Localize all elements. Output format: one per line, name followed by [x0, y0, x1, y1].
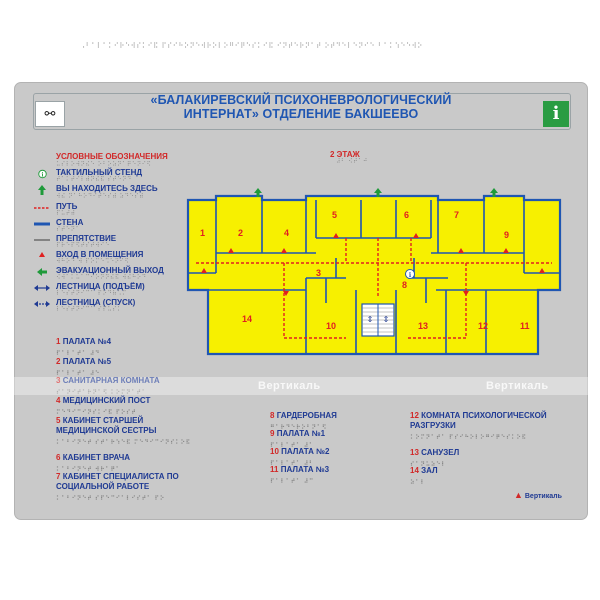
- wall-line-icon: [34, 218, 50, 230]
- floor-label: 2 ЭТАЖ: [330, 150, 360, 159]
- map-room-10: 10: [326, 321, 337, 331]
- legend-braille: ⠺⠮ ⠝⠁⠓⠕⠙⠊⠞⠑⠎⠾ ⠵⠙⠑⠎⠾: [56, 193, 145, 200]
- legend-item-stairs-up: [30, 282, 200, 298]
- legend-braille: ⠪⠺⠁⠅⠥⠁⠉⠊⠕⠝⠝⠮⠯ ⠺⠮⠓⠕⠙: [56, 274, 147, 281]
- legend-label: ЭВАКУАЦИОННЫЙ ВЫХОД: [56, 266, 164, 275]
- legend-label: ПРЕПЯТСТВИЕ: [56, 234, 117, 243]
- watermark-text: Вертикаль: [258, 380, 321, 392]
- legend: [30, 152, 200, 314]
- map-room-3: 3: [316, 268, 322, 278]
- room-entry: 12 КОМНАТА ПСИХОЛОГИЧЕСКОЙ РАЗГРУЗКИ ⠅⠕⠍⠝⠁⠞⠁ ⠏⠎⠊⠓⠕⠇⠕⠛⠊⠟⠑⠎⠅⠕⠯: [410, 411, 547, 441]
- title-braille: ⠠⠃⠁⠇⠁⠅⠊⠗⠑⠺⠎⠅⠊⠯ ⠏⠎⠊⠓⠕⠝⠑⠺⠗⠕⠇⠕⠛⠊⠟⠑⠎⠅⠊⠯ ⠊⠝⠞⠑⠗⠝⠁⠞ ⠕⠞⠙⠑⠇⠑⠝⠊⠑ ⠃⠁⠅⠱⠑⠑⠺⠕: [80, 42, 423, 50]
- legend-label: ЛЕСТНИЦА (ПОДЪЁМ): [56, 282, 145, 291]
- room-entry: 11 ПАЛАТА №3 ⠏⠁⠇⠁⠞⠁ ⠼⠉: [270, 465, 330, 485]
- legend-item-stairs-down: [30, 298, 200, 314]
- room-entry: 1 ПАЛАТА №4 ⠏⠁⠇⠁⠞⠁ ⠼⠙: [56, 337, 112, 357]
- stairwell: [362, 304, 394, 336]
- brand-logo: ▲ Вертикаль: [514, 490, 562, 500]
- room-entry: 8 ГАРДЕРОБНАЯ ⠛⠁⠗⠙⠑⠗⠕⠃⠝⠁⠫: [270, 411, 337, 431]
- stairs-up-icon: [34, 282, 50, 294]
- map-room-2: 2: [238, 228, 244, 238]
- legend-label: ЛЕСТНИЦА (СПУСК): [56, 298, 136, 307]
- map-room-6: 6: [404, 210, 410, 220]
- svg-text:⇕: ⇕: [382, 315, 390, 324]
- legend-item-tactile-stand: [30, 168, 200, 184]
- svg-text:⇕: ⇕: [366, 315, 374, 324]
- room-entry: 2 ПАЛАТА №5 ⠏⠁⠇⠁⠞⠁ ⠼⠑: [56, 357, 112, 377]
- room-entry: 3 САНИТАРНАЯ КОМНАТА ⠎⠁⠝⠊⠞⠁⠗⠝⠁⠫ ⠅⠕⠍⠝⠁⠞⠁: [56, 376, 160, 396]
- room-entry: 4 МЕДИЦИНСКИЙ ПОСТ ⠍⠑⠙⠊⠉⠊⠝⠎⠅⠊⠯ ⠏⠕⠎⠞: [56, 396, 151, 416]
- legend-item-exit: [30, 266, 200, 282]
- path-line-icon: [34, 202, 50, 214]
- location-arrow-icon: [34, 184, 50, 196]
- map-room-1: 1: [200, 228, 206, 238]
- legend-item-wall: [30, 218, 200, 234]
- legend-braille: ⠏⠗⠑⠏⠫⠞⠎⠞⠺⠊⠑: [56, 242, 110, 249]
- you-are-here-marker: [406, 270, 415, 280]
- legend-label: ВЫ НАХОДИТЕСЬ ЗДЕСЬ: [56, 184, 158, 193]
- room-entry: 10 ПАЛАТА №2 ⠏⠁⠇⠁⠞⠁ ⠼⠃: [270, 447, 330, 467]
- obstacle-line-icon: [34, 234, 50, 246]
- room-entry: 7 КАБИНЕТ СПЕЦИАЛИСТА ПО СОЦИАЛЬНОЙ РАБОТЕ ⠅⠁⠃⠊⠝⠑⠞ ⠎⠏⠑⠉⠊⠁⠇⠊⠎⠞⠁ ⠏⠕: [56, 472, 179, 502]
- legend-item-you-are-here: [30, 184, 200, 202]
- legend-braille: ⠇⠑⠎⠞⠝⠊⠉⠁ ⠏⠕⠙⠷⠡⠍: [56, 290, 127, 297]
- map-room-11: 11: [520, 321, 530, 331]
- room-entry: 6 КАБИНЕТ ВРАЧА ⠅⠁⠃⠊⠝⠑⠞ ⠺⠗⠁⠟⠁: [56, 453, 131, 473]
- legend-label: ВХОД В ПОМЕЩЕНИЯ: [56, 250, 144, 259]
- legend-item-entrance: [30, 250, 200, 266]
- watermark-text: Вертикаль: [486, 380, 549, 392]
- entrance-arrow-icon: [34, 250, 50, 262]
- legend-label: ТАКТИЛЬНЫЙ СТЕНД: [56, 168, 143, 177]
- info-icon: i: [543, 101, 569, 127]
- svg-text:i: i: [408, 272, 412, 279]
- info-circle-icon: [38, 168, 50, 180]
- sign-title: [15, 93, 587, 121]
- legend-braille: ⠎⠞⠑⠝⠁: [56, 226, 81, 233]
- room-entry: 14 ЗАЛ ⠵⠁⠇: [410, 466, 438, 486]
- legend-label: СТЕНА: [56, 218, 84, 227]
- legend-heading-braille: ⠥⠎⠇⠕⠺⠝⠮⠑ ⠕⠃⠕⠵⠝⠁⠟⠑⠝⠊⠫: [56, 161, 152, 168]
- floor-braille: ⠼⠃ ⠪⠞⠁⠚: [336, 158, 368, 165]
- map-room-7: 7: [454, 210, 460, 220]
- map-room-4: 4: [284, 228, 290, 238]
- map-room-12: 12: [478, 321, 489, 331]
- legend-heading: [30, 152, 200, 168]
- legend-label: ПУТЬ: [56, 202, 78, 211]
- map-room-9: 9: [504, 230, 510, 240]
- legend-braille: ⠏⠥⠞⠾: [56, 210, 76, 217]
- room-entry: 9 ПАЛАТА №1 ⠏⠁⠇⠁⠞⠁ ⠼⠁: [270, 429, 326, 449]
- legend-braille: ⠇⠑⠎⠞⠝⠊⠉⠁ ⠎⠏⠥⠎⠅: [56, 306, 123, 313]
- logo-mark-icon: ▲: [514, 490, 523, 500]
- title-line-2: ИНТЕРНАТ» ОТДЕЛЕНИЕ БАКШЕЕВО: [183, 107, 419, 121]
- stairs-down-icon: [34, 298, 50, 310]
- room-entry: 13 САНУЗЕЛ ⠎⠁⠝⠥⠵⠑⠇: [410, 448, 460, 468]
- exit-arrow-icon: [34, 266, 50, 278]
- legend-braille: ⠺⠓⠕⠙ ⠺ ⠏⠕⠍⠑⠩⠑⠝⠊⠫: [56, 258, 130, 265]
- map-room-8: 8: [402, 280, 408, 290]
- legend-heading-text: УСЛОВНЫЕ ОБОЗНАЧЕНИЯ: [56, 152, 168, 161]
- floor-plan-map: [186, 178, 562, 358]
- room-entry: 5 КАБИНЕТ СТАРШЕЙ МЕДИЦИНСКОЙ СЕСТРЫ ⠅⠁⠃⠊⠝⠑⠞ ⠎⠞⠁⠗⠱⠑⠯ ⠍⠑⠙⠊⠉⠊⠝⠎⠅⠕⠯: [56, 416, 191, 446]
- glasses-icon: ⚯: [44, 106, 56, 121]
- map-room-13: 13: [418, 321, 429, 331]
- map-room-14: 14: [242, 314, 253, 324]
- legend-braille: ⠞⠁⠅⠞⠊⠇⠾⠝⠮⠯ ⠎⠞⠑⠝⠙: [56, 176, 132, 183]
- legend-item-obstacle: [30, 234, 200, 250]
- legend-item-path: [30, 202, 200, 218]
- svg-text:i: i: [41, 172, 44, 179]
- title-line-1: «БАЛАКИРЕВСКИЙ ПСИХОНЕВРОЛОГИЧЕСКИЙ: [150, 93, 452, 107]
- map-room-5: 5: [332, 210, 338, 220]
